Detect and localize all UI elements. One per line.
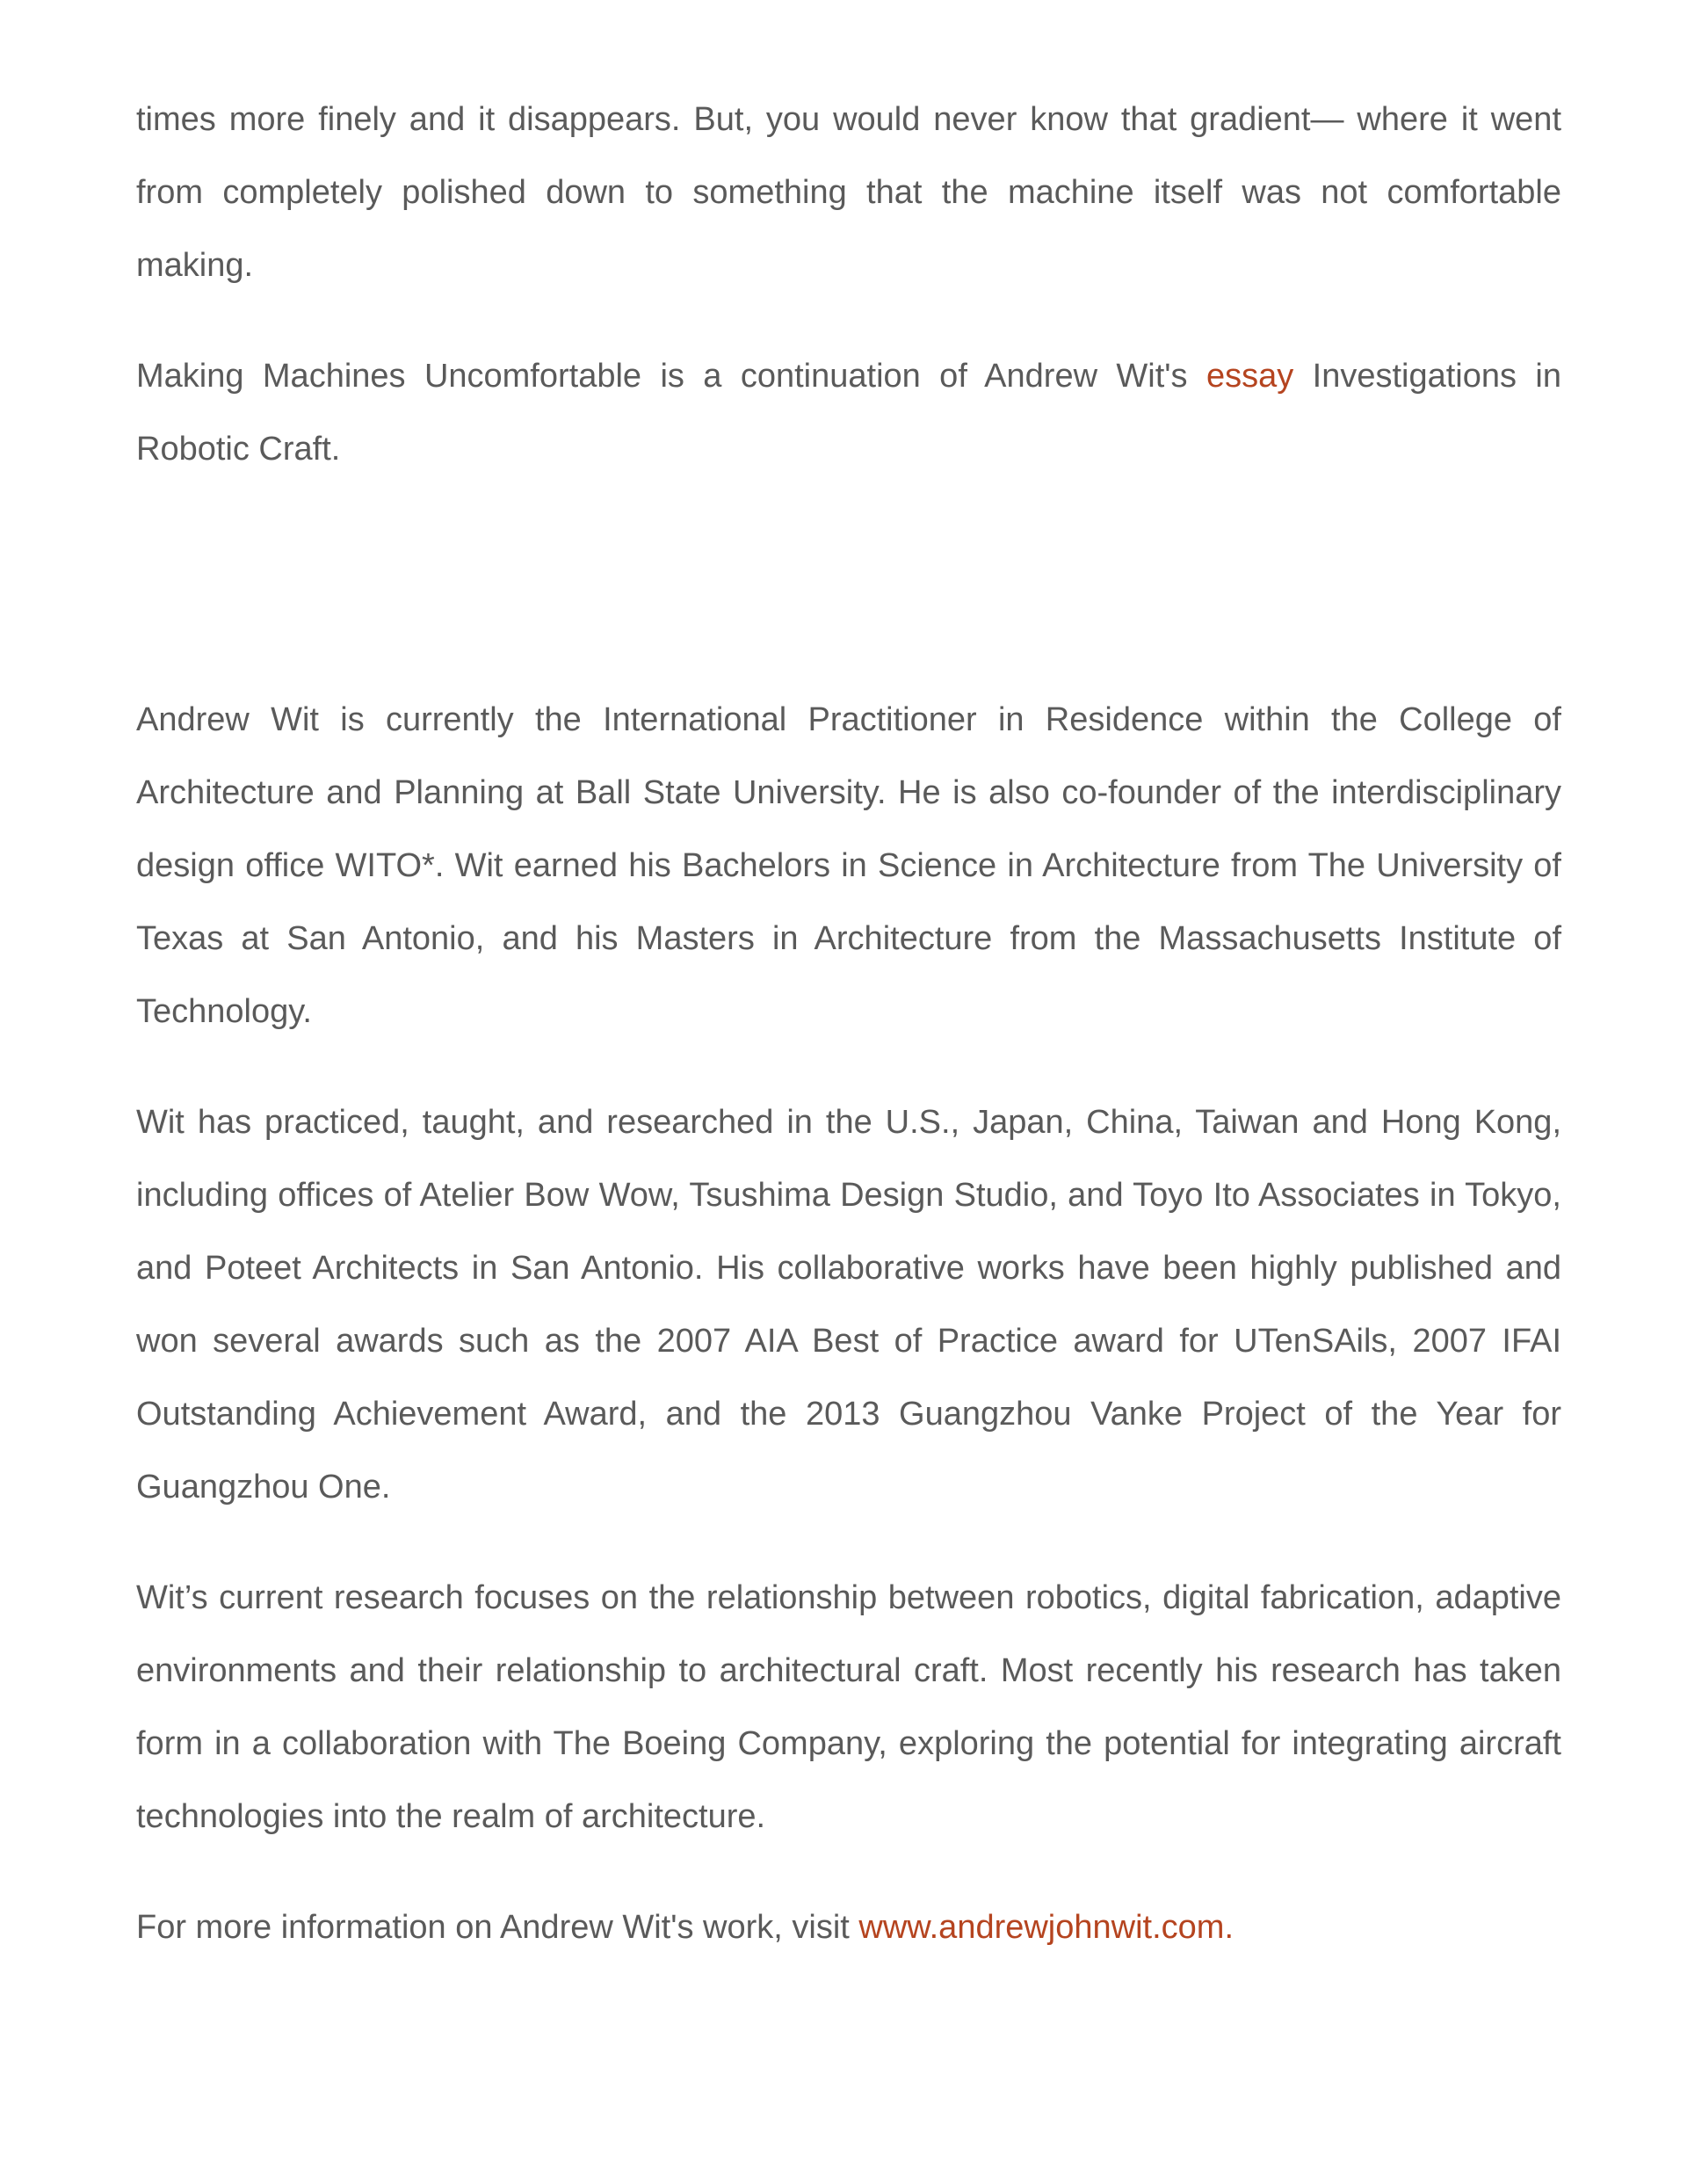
paragraph-research: Wit’s current research focuses on the relationship between robotics, digital fabrication, adaptive environments and their relationship to architectural craft. Most recently his research has taken form in a collaboration with The Boeing Company, exploring the potential for integrating aircraft technologies into the realm of architecture. (136, 1579, 1561, 1835)
more-info-text: For more information on Andrew Wit's work, visit (136, 1909, 859, 1946)
essay-link[interactable]: essay (1206, 358, 1294, 395)
paragraph-bio: Andrew Wit is currently the International Practitioner in Residence within the College of Architecture and Planning at Ball State University. He is also co-founder of the interdisciplinary design office WITO*. Wit earned his Bachelors in Science in Architecture from The University of Texas at San Antonio, and his Masters in Architecture from the Massachusetts Institute of Technology. (136, 701, 1561, 1030)
document-page (136, 83, 1561, 2002)
paragraph-gradient: times more finely and it disappears. But, you would never know that gradient— where it went from completely polished down to something that the machine itself was not comfortable making. (136, 101, 1561, 284)
website-link[interactable]: www.andrewjohnwit.com. (858, 1909, 1234, 1946)
paragraph-continuation-text-start: Making Machines Uncomfortable is a continuation of Andrew Wit's (136, 358, 1206, 395)
paragraph-continuation (136, 340, 1561, 486)
paragraph-more-info (136, 1891, 1561, 1964)
paragraph-continuation-text-end: Investigations in Robotic Craft. (136, 358, 1561, 468)
paragraph-practice: Wit has practiced, taught, and researched in the U.S., Japan, China, Taiwan and Hong Kong, including offices of Atelier Bow Wow, Tsushima Design Studio, and Toyo Ito Associates in Tokyo, and Poteet Architects in San Antonio. His collaborative works have been highly published and won several awards such as the 2007 AIA Best of Practice award for UTenSAils, 2007 IFAI Outstanding Achievement Award, and the 2013 Guangzhou Vanke Project of the Year for Guangzhou One. (136, 1104, 1561, 1506)
